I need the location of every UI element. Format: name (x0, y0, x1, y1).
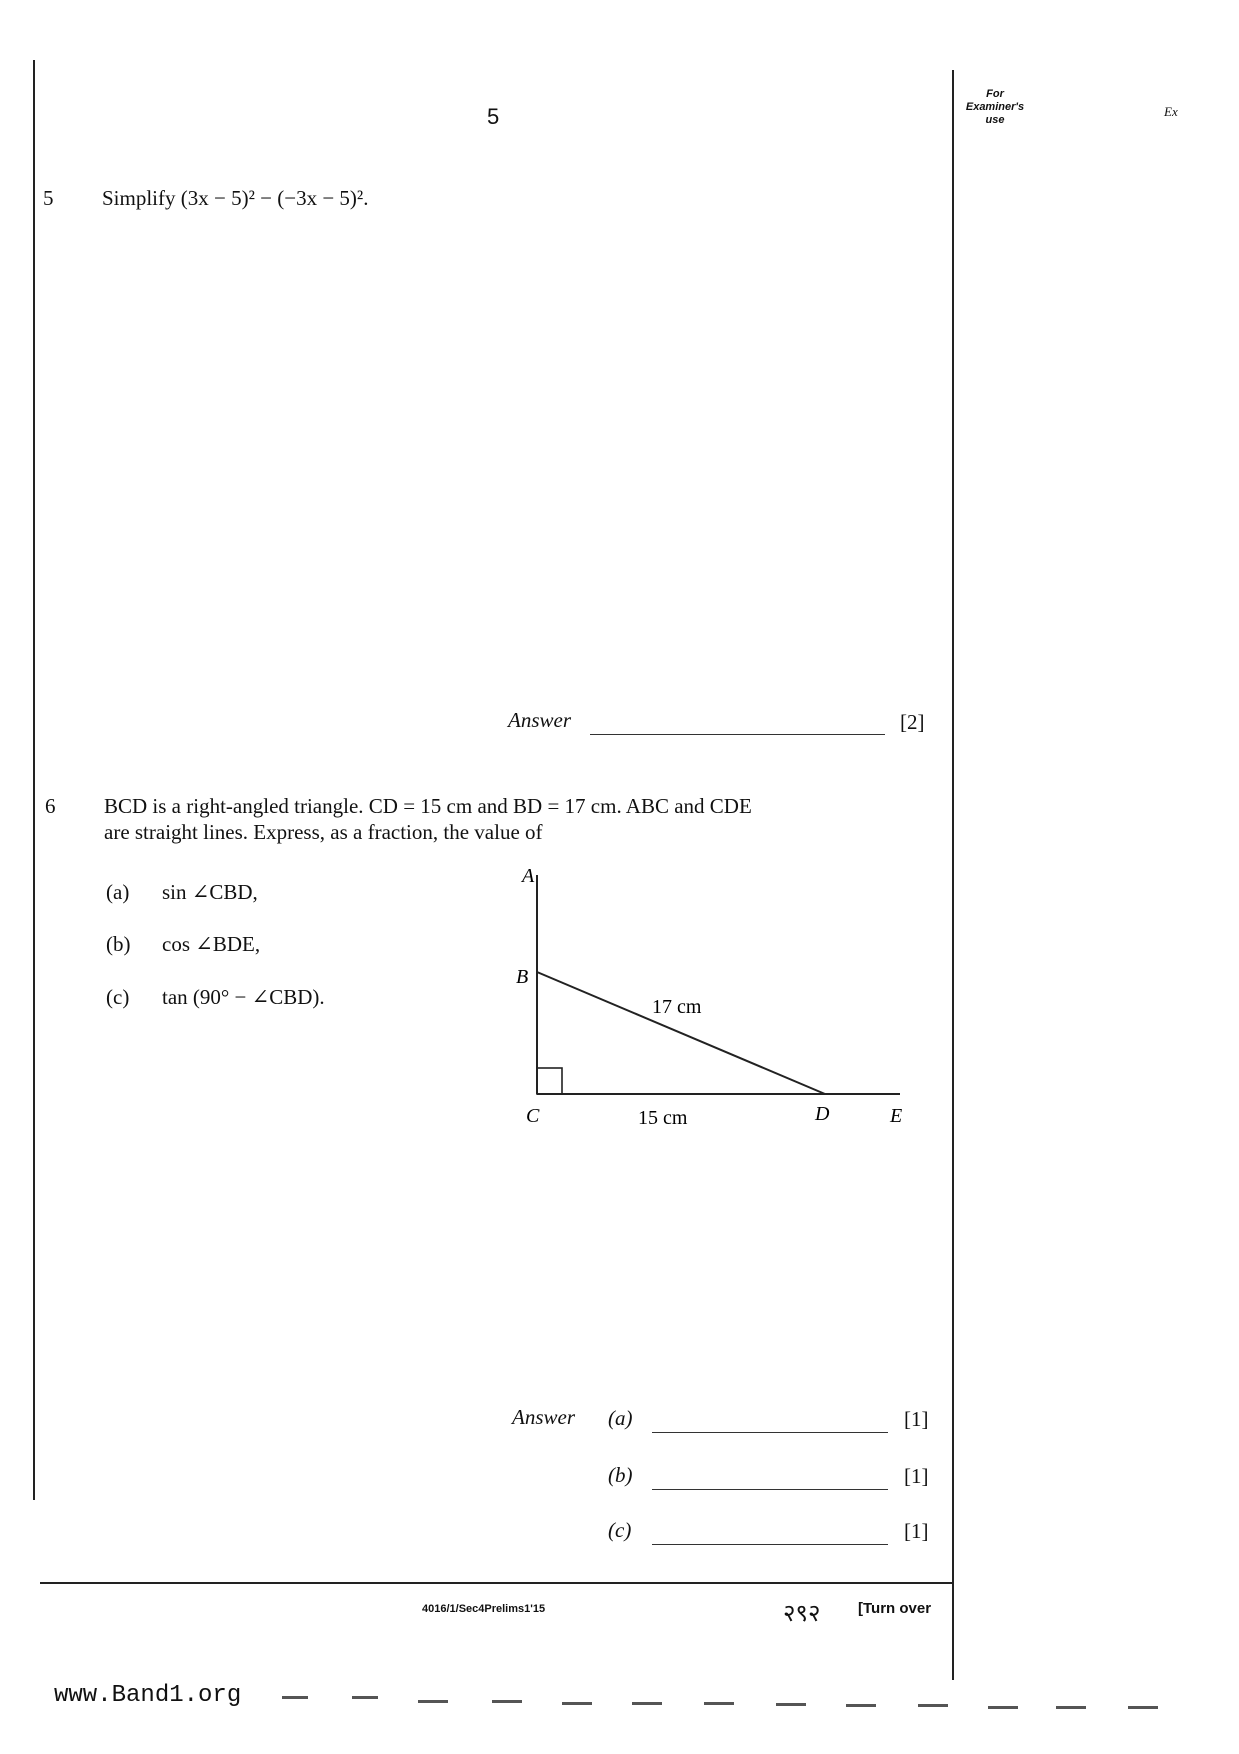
dash (776, 1703, 806, 1706)
label-a: A (522, 865, 535, 887)
q6-answer-a-label: (a) (608, 1406, 633, 1430)
q6-answer-b-line[interactable] (652, 1489, 888, 1490)
handwritten-page-number: २९२ (783, 1601, 821, 1627)
dash (632, 1702, 662, 1705)
page-number: 5 (487, 104, 500, 129)
examiner-use-right: Ex (1164, 104, 1178, 119)
examiner-line3: use (985, 114, 1005, 126)
dash (418, 1700, 448, 1703)
label-base: 15 cm (638, 1107, 688, 1129)
q5-answer-label: Answer (508, 708, 571, 732)
dash (1128, 1706, 1158, 1709)
q6-part-b (106, 932, 260, 957)
label-b: B (516, 966, 529, 988)
q6-answer-a-marks: [1] (904, 1407, 929, 1431)
q5-text (102, 186, 368, 211)
q6-answer-label: Answer (512, 1405, 575, 1429)
examiner-use-label (955, 88, 1035, 127)
q6-answer-c-marks: [1] (904, 1519, 929, 1543)
dash (846, 1704, 876, 1707)
q6-part-b-label: (b) (106, 932, 131, 956)
q6-number: 6 (45, 794, 56, 818)
right-margin-line (952, 70, 954, 1680)
dash (352, 1696, 378, 1699)
examiner-line2: Examiner's (965, 101, 1025, 113)
line-bd (537, 972, 825, 1094)
footer-rule (40, 1582, 952, 1584)
q6-part-b-text: cos ∠BDE, (162, 932, 261, 956)
q6-answer-c-line[interactable] (652, 1544, 888, 1545)
dash (918, 1704, 948, 1707)
q6-part-c-text: tan (90° − ∠CBD). (162, 985, 325, 1009)
dash (988, 1706, 1018, 1709)
left-margin-line (33, 60, 35, 1500)
q6-line2: are straight lines. Express, as a fraction, the value of (104, 820, 543, 844)
dash (1056, 1706, 1086, 1709)
turn-over: [Turn over (858, 1600, 932, 1617)
q6-part-a-label: (a) (106, 880, 130, 904)
q5-answer-line[interactable] (590, 734, 885, 735)
dash (282, 1696, 308, 1699)
right-angle-marker (537, 1068, 562, 1094)
q6-answer-a-line[interactable] (652, 1432, 888, 1433)
q6-part-c (106, 985, 325, 1010)
label-c: C (526, 1105, 540, 1127)
q6-answer-b-marks: [1] (904, 1464, 929, 1488)
watermark-url[interactable]: www.Band1.org (54, 1682, 242, 1709)
paper-code: 4016/1/Sec4Prelims1'15 (422, 1603, 546, 1615)
dash (704, 1702, 734, 1705)
q5-marks: [2] (900, 710, 925, 734)
q5-number: 5 (43, 186, 54, 210)
dash (562, 1702, 592, 1705)
triangle-diagram (500, 860, 920, 1140)
q6-line1: BCD is a right-angled triangle. CD = 15 cm and BD = 17 cm. ABC and CDE (104, 794, 752, 818)
examiner-line1: For (986, 88, 1004, 100)
label-d: D (815, 1103, 830, 1125)
q6-part-a (106, 880, 258, 905)
q5-expression: (3x − 5)² − (−3x − 5)². (180, 186, 369, 210)
label-e: E (890, 1105, 903, 1127)
q6-part-a-text: sin ∠CBD, (162, 880, 258, 904)
q5-prefix: Simplify (102, 186, 176, 210)
q6-answer-b-label: (b) (608, 1463, 633, 1487)
dash (492, 1700, 522, 1703)
q6-answer-c-label: (c) (608, 1518, 632, 1542)
label-hypotenuse: 17 cm (652, 996, 702, 1018)
q6-part-c-label: (c) (106, 985, 130, 1009)
